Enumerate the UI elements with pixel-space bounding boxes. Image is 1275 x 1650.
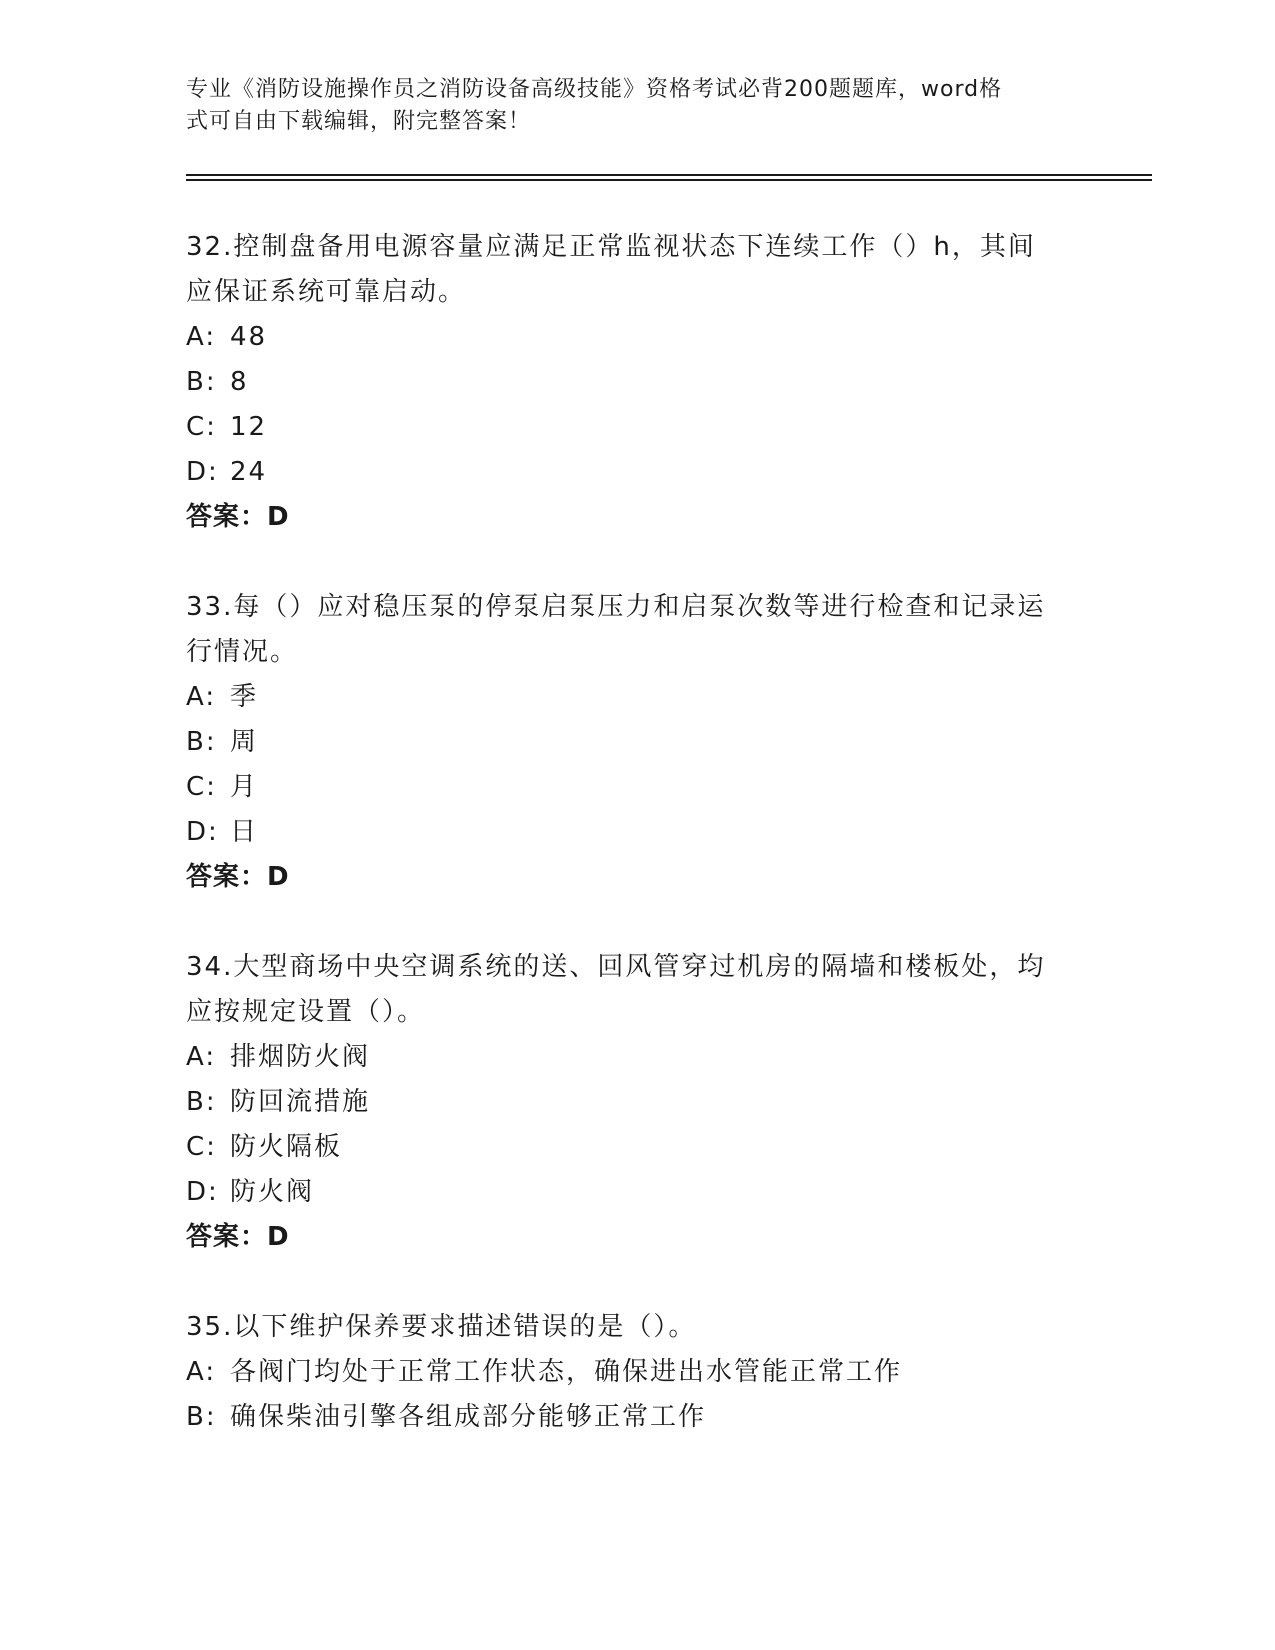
question-stem-line: 35.以下维护保养要求描述错误的是（）。 [186, 1312, 697, 1342]
option-a [186, 315, 1076, 360]
header-line-2: 式可自由下载编辑，附完整答案！ [186, 109, 532, 134]
option-d [186, 1170, 1076, 1215]
option-text: 防火阀 [230, 1177, 315, 1207]
option-text: 月 [230, 772, 259, 802]
option-text: 各阀门均处于正常工作状态，确保进出水管能正常工作 [230, 1357, 903, 1387]
option-b [186, 360, 1076, 405]
document-header [186, 74, 1066, 138]
question-35 [186, 1305, 1076, 1440]
question-32 [186, 225, 1076, 540]
header-divider-top [186, 174, 1152, 176]
answer: 答案：D [186, 1222, 290, 1252]
option-key: B: [186, 1402, 217, 1432]
question-stem-line: 34.大型商场中央空调系统的送、回风管穿过机房的隔墙和楼板处，均 [186, 952, 1046, 982]
option-text: 8 [230, 367, 249, 397]
option-d [186, 810, 1076, 855]
option-c [186, 765, 1076, 810]
answer: 答案：D [186, 862, 290, 892]
option-key: A: [186, 1042, 217, 1072]
option-key: B: [186, 727, 217, 757]
option-text: 季 [230, 682, 259, 712]
question-stem-line: 32.控制盘备用电源容量应满足正常监视状态下连续工作（）h，其间 [186, 232, 1036, 262]
option-text: 防回流措施 [230, 1087, 371, 1117]
option-key: D: [186, 457, 219, 487]
answer: 答案：D [186, 502, 290, 532]
option-text: 24 [230, 457, 268, 487]
question-34 [186, 945, 1076, 1260]
option-text: 周 [230, 727, 259, 757]
option-a [186, 1035, 1076, 1080]
header-divider-bottom [186, 179, 1152, 181]
option-key: A: [186, 322, 217, 352]
question-stem [186, 585, 1076, 675]
option-b [186, 720, 1076, 765]
option-text: 确保柴油引擎各组成部分能够正常工作 [230, 1402, 707, 1432]
option-key: D: [186, 817, 219, 847]
question-stem [186, 945, 1076, 1035]
option-key: A: [186, 682, 217, 712]
option-text: 48 [230, 322, 268, 352]
option-text: 防火隔板 [230, 1132, 343, 1162]
option-key: D: [186, 1177, 219, 1207]
header-line-1: 专业《消防设施操作员之消防设备高级技能》资格考试必背200题题库，word格 [186, 77, 1003, 102]
option-a [186, 675, 1076, 720]
option-d [186, 450, 1076, 495]
option-key: C: [186, 412, 217, 442]
option-key: B: [186, 1087, 217, 1117]
question-stem-line: 行情况。 [186, 637, 299, 667]
question-stem [186, 1305, 1076, 1350]
option-text: 12 [230, 412, 268, 442]
question-stem-line: 33.每（）应对稳压泵的停泵启泵压力和启泵次数等进行检查和记录运 [186, 592, 1046, 622]
option-a [186, 1350, 1076, 1395]
question-33 [186, 585, 1076, 900]
question-stem-line: 应保证系统可靠启动。 [186, 277, 467, 307]
option-b [186, 1080, 1076, 1125]
option-key: B: [186, 367, 217, 397]
option-c [186, 405, 1076, 450]
option-key: A: [186, 1357, 217, 1387]
option-key: C: [186, 1132, 217, 1162]
option-text: 日 [230, 817, 259, 847]
question-stem-line: 应按规定设置（）。 [186, 997, 426, 1027]
option-b [186, 1395, 1076, 1440]
question-stem [186, 225, 1076, 315]
option-text: 排烟防火阀 [230, 1042, 371, 1072]
option-key: C: [186, 772, 217, 802]
option-c [186, 1125, 1076, 1170]
